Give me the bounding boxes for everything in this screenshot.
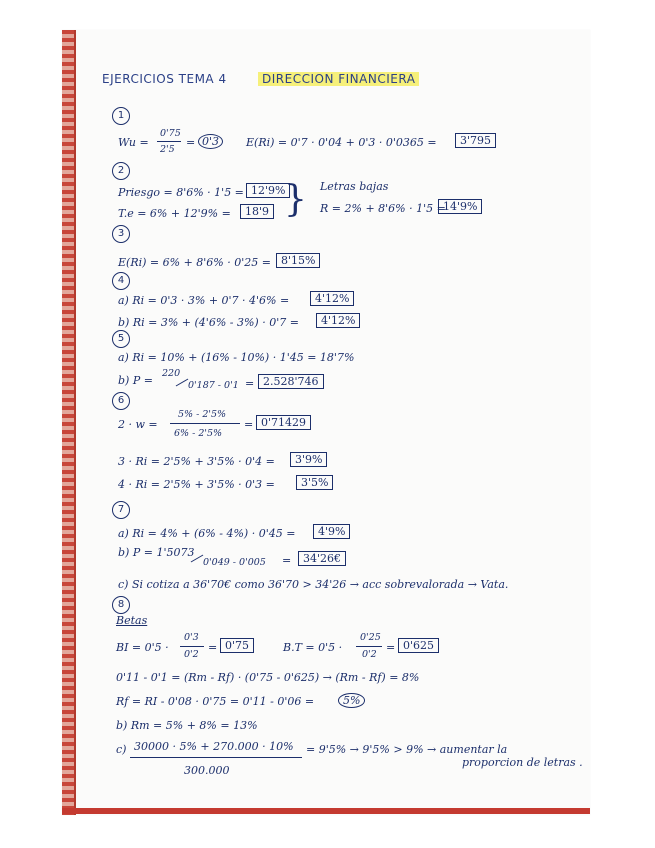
- exercise-6-number: 6: [112, 392, 130, 410]
- ex1-fraction-bar: [157, 141, 181, 142]
- ex8-beta-i-label: BI = 0'5 ·: [116, 641, 169, 654]
- ex5-denominator: 0'187 - 0'1: [188, 380, 239, 391]
- ex2-side-formula: R = 2% + 8'6% · 1'5 =: [320, 202, 446, 215]
- ex3-result-box: 8'15%: [276, 253, 320, 268]
- ex6-line-3-box: 3'9%: [290, 452, 327, 467]
- ex7-b-box: 34'26€: [298, 551, 346, 566]
- ex6-weight-box: 0'71429: [256, 415, 311, 430]
- exercise-2-number: 2: [112, 162, 130, 180]
- ex2-total-return-box: 18'9: [240, 204, 274, 219]
- ex8-beta-i-den: 0'2: [184, 649, 199, 660]
- ex5-result-box: 2.528'746: [258, 374, 324, 389]
- ex2-total-return: T.e = 6% + 12'9% =: [118, 207, 231, 220]
- exercise-1-number: 1: [112, 107, 130, 125]
- ex6-line-4-box: 3'5%: [296, 475, 333, 490]
- ex8-rf-result: 5%: [338, 693, 365, 708]
- exercise-4-number: 4: [112, 272, 130, 290]
- ex8-line-5-bar: [130, 757, 302, 758]
- ex8-line-5-continuation: proporcion de letras .: [462, 756, 583, 769]
- ex8-line-5-numerator: 30000 · 5% + 270.000 · 10%: [134, 740, 294, 753]
- exercise-5-number: 5: [112, 330, 130, 348]
- ex6-line-4: 4 · Ri = 2'5% + 3'5% · 0'3 =: [118, 478, 275, 491]
- ex1-fraction-numerator: 0'75: [160, 128, 181, 139]
- ex1-weight-result: 0'3: [198, 134, 223, 149]
- ex4-line-b: b) Ri = 3% + (4'6% - 3%) · 0'7 =: [118, 316, 299, 329]
- subject-title-text: DIRECCION FINANCIERA: [258, 72, 419, 86]
- ex8-beta-i-equals: =: [208, 641, 218, 654]
- ex1-expected-return: E(Ri) = 0'7 · 0'04 + 0'3 · 0'0365 =: [246, 136, 437, 149]
- ex6-line-3: 3 · Ri = 2'5% + 3'5% · 0'4 =: [118, 455, 275, 468]
- exercise-3-number: 3: [112, 225, 130, 243]
- ex6-equals: =: [244, 418, 254, 431]
- ex8-line-5-label: c): [116, 743, 127, 756]
- ex8-line-5-denominator: 300.000: [184, 764, 230, 777]
- ex5-line-b-label: b) P =: [118, 374, 153, 387]
- ex5-line-a: a) Ri = 10% + (16% - 10%) · 1'45 = 18'7%: [118, 351, 355, 364]
- ex8-beta-t-num: 0'25: [360, 632, 381, 643]
- ex6-fraction-bar: [170, 423, 240, 424]
- ex8-line-4: b) Rm = 5% + 8% = 13%: [116, 719, 258, 732]
- subject-title-highlighted: [258, 72, 419, 86]
- exercise-7-number: 7: [112, 501, 130, 519]
- ex8-beta-t-bar: [356, 646, 382, 647]
- ex8-line-2: 0'11 - 0'1 = (Rm - Rf) · (0'75 - 0'625) → (Rm - Rf) = 8%: [116, 671, 420, 684]
- ex8-heading: Betas: [116, 614, 148, 627]
- exercise-8-number: 8: [112, 596, 130, 614]
- ex3-expected-return: E(Ri) = 6% + 8'6% · 0'25 =: [118, 256, 271, 269]
- ex7-a-box: 4'9%: [313, 524, 350, 539]
- ex4-a-box: 4'12%: [310, 291, 354, 306]
- ex2-brace: }: [284, 179, 307, 220]
- ex2-risk-premium: Priesgo = 8'6% · 1'5 =: [118, 186, 244, 199]
- ex7-line-c: c) Si cotiza a 36'70€ como 36'70 > 34'26 → acc sobrevalorada → Vata.: [118, 578, 509, 591]
- ex7-equals: =: [282, 554, 292, 567]
- ex5-equals: =: [245, 377, 255, 390]
- ex4-line-a: a) Ri = 0'3 · 3% + 0'7 · 4'6% =: [118, 294, 290, 307]
- exercises-title: EJERCICIOS TEMA 4: [102, 72, 227, 86]
- ex1-equals: =: [186, 136, 196, 149]
- ex2-side-label: Letras bajas: [320, 180, 389, 193]
- ex5-numerator: 220: [162, 368, 181, 379]
- ex8-beta-t-den: 0'2: [362, 649, 377, 660]
- notebook-bottom-edge: [62, 808, 590, 814]
- ex7-denominator: 0'049 - 0'005: [203, 557, 266, 568]
- ex8-beta-t-box: 0'625: [398, 638, 439, 653]
- ex1-result-box: 3'795: [455, 133, 496, 148]
- ex8-line-5-result: = 9'5% → 9'5% > 9% → aumentar la: [306, 743, 508, 756]
- ex1-weight-label: Wu =: [118, 136, 149, 149]
- ex7-line-a: a) Ri = 4% + (6% - 4%) · 0'45 =: [118, 527, 296, 540]
- ex8-line-3: Rf = RI - 0'08 · 0'75 = 0'11 - 0'06 =: [116, 695, 315, 708]
- ex8-beta-t-label: B.T = 0'5 ·: [283, 641, 343, 654]
- ex8-beta-i-num: 0'3: [184, 632, 199, 643]
- ex8-beta-t-equals: =: [386, 641, 396, 654]
- ex2-risk-premium-box: 12'9%: [246, 183, 290, 198]
- ex6-numerator: 5% - 2'5%: [178, 409, 227, 420]
- ex6-denominator: 6% - 2'5%: [174, 428, 223, 439]
- ex2-side-box: 14'9%: [438, 199, 482, 214]
- ex8-beta-i-box: 0'75: [220, 638, 254, 653]
- ex4-b-box: 4'12%: [316, 313, 360, 328]
- ex7-line-b-label: b) P = 1'5073: [118, 546, 195, 559]
- notebook-spiral-binding: [62, 30, 76, 815]
- ex1-fraction-denominator: 2'5: [160, 144, 175, 155]
- ex8-beta-i-bar: [180, 646, 204, 647]
- ex6-weight-label: 2 · w =: [118, 418, 158, 431]
